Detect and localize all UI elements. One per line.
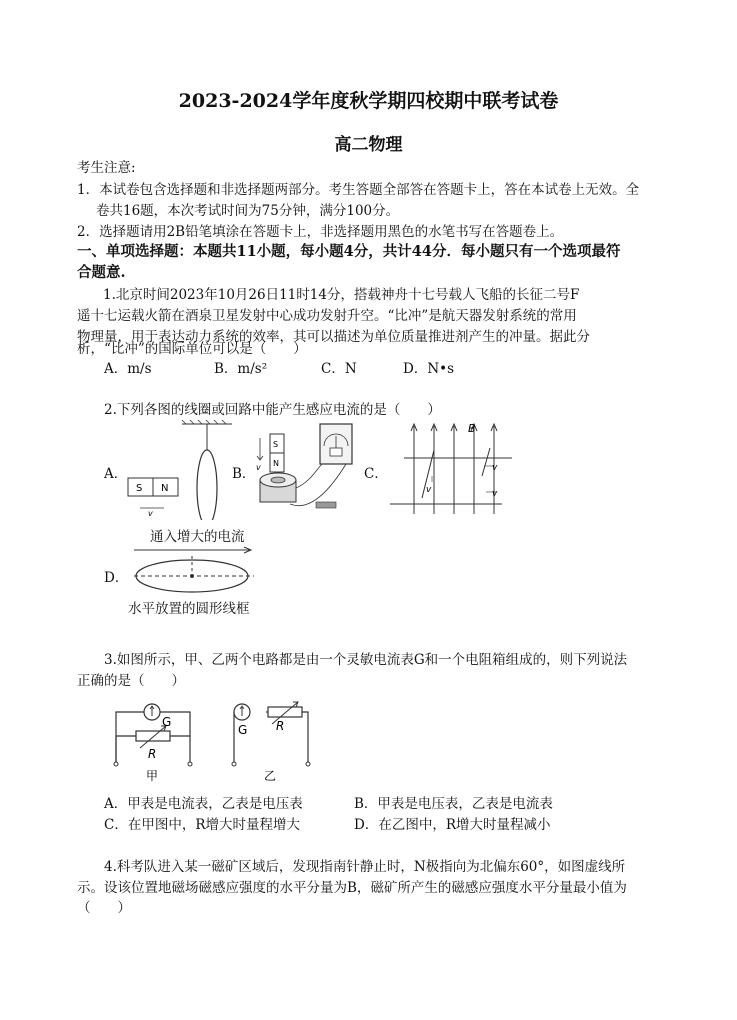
q4-line-3: （ ） xyxy=(77,900,131,916)
magnet-n-label: N xyxy=(273,459,279,468)
section-heading: 一、单项选择题：本题共11小题，每小题4分，共计44分．每小题只有一个选项最符 xyxy=(77,243,621,260)
resistor-label: R xyxy=(148,747,157,761)
notice-item-1-cont: 卷共16题，本次考试时间为75分钟，满分100分。 xyxy=(96,203,400,219)
q3-option-d: D．在乙图中，R增大时量程减小 xyxy=(354,817,551,833)
circuit-name: 甲 xyxy=(146,769,159,783)
notice-heading: 考生注意: xyxy=(77,160,136,176)
magnet-s-label: S xyxy=(136,483,143,494)
q1-option-b: B．m/s² xyxy=(214,361,268,377)
exam-title: 2023-2024学年度秋学期四校期中联考试卷 xyxy=(178,90,559,112)
q2-figure-d xyxy=(124,546,264,596)
q3-option-a: A．甲表是电流表，乙表是电压表 xyxy=(104,796,303,812)
notice-item-1: 1．本试卷包含选择题和非选择题两部分。考生答题全部答在答题卡上，答在本试卷上无效。全 xyxy=(77,182,640,198)
notice-item-2: 2．选择题请用2B铅笔填涂在答题卡上，非选择题用黑色的水笔书写在答题卷上。 xyxy=(77,224,564,240)
q3-line-2: 正确的是（ ） xyxy=(77,673,185,689)
velocity-label: v xyxy=(492,463,498,473)
q3-option-c: C．在甲图中，R增大时量程增大 xyxy=(104,817,300,833)
velocity-label: v xyxy=(492,489,498,499)
q3-option-b: B．甲表是电压表，乙表是电流表 xyxy=(354,796,553,812)
circuit-name: 乙 xyxy=(264,769,277,783)
galvanometer-label: G xyxy=(238,723,248,737)
q1-option-d: D．N•s xyxy=(403,361,455,377)
q2-figure-a xyxy=(124,420,234,520)
q1-option-c: C．N xyxy=(321,361,357,377)
q3-circuit-yi xyxy=(226,698,318,784)
field-b-label: B xyxy=(468,422,476,435)
q2-label-c: C． xyxy=(364,466,388,482)
velocity-label: v xyxy=(426,485,432,495)
section-heading-cont: 合题意. xyxy=(77,264,126,281)
q2-figure-d-caption-bottom: 水平放置的圆形线框 xyxy=(128,601,250,617)
velocity-label: v xyxy=(148,509,153,518)
q2-figure-b xyxy=(250,420,360,520)
magnet-s-label: S xyxy=(273,440,279,449)
exam-subject: 高二物理 xyxy=(334,135,403,155)
q4-line-2: 示。设该位置地磁场磁感应强度的水平分量为B，磁矿所产生的磁感应强度水平分量最小值为 xyxy=(77,880,627,896)
galvanometer-label: G xyxy=(162,715,172,729)
q1-line-4: 析，“比冲”的国际单位可以是（ ） xyxy=(77,341,307,357)
q1-line-3: 物理量，用于表达动力系统的效率，其可以描述为单位质量推进剂产生的冲量。据此分 xyxy=(77,329,590,345)
q3-line-1: 3.如图所示，甲、乙两个电路都是由一个灵敏电流表G和一个电阻箱组成的，则下列说法 xyxy=(104,652,628,668)
velocity-label: v xyxy=(256,463,261,472)
q2-stem: 2.下列各图的线圈或回路中能产生感应电流的是（ ） xyxy=(104,402,441,418)
magnet-n-label: N xyxy=(161,483,169,494)
q2-label-d: D． xyxy=(104,570,129,586)
q2-figure-d-caption-top: 通入增大的电流 xyxy=(150,529,245,545)
q3-circuit-jia xyxy=(108,698,200,784)
q1-line-2: 遥十七运载火箭在酒泉卫星发射中心成功发射升空。“比冲”是航天器发射系统的常用 xyxy=(77,308,577,324)
q1-option-a: A．m/s xyxy=(104,361,152,377)
resistor-label: R xyxy=(276,719,285,733)
q4-line-1: 4.科考队进入某一磁矿区域后，发现指南针静止时，N极指向为北偏东60°，如图虚线所 xyxy=(104,859,626,875)
q2-label-b: B． xyxy=(232,466,256,482)
q2-label-a: A． xyxy=(104,466,128,482)
q2-figure-c xyxy=(386,418,516,518)
q1-line-1: 1.北京时间2023年10月26日11时14分，搭载神舟十七号载人飞船的长征二号F xyxy=(103,287,580,303)
